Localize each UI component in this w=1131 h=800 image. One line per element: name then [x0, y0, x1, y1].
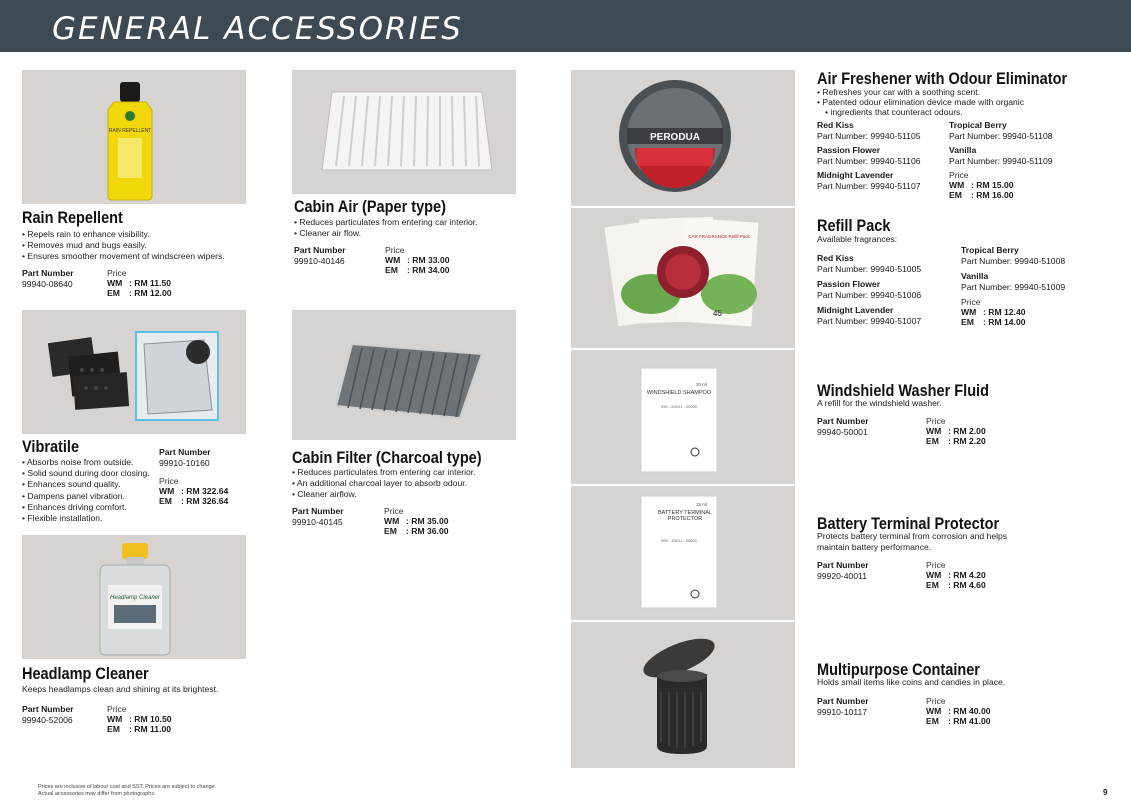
cabin-charcoal-features: [292, 467, 476, 501]
refill-pack-label: CAR FRAGRANCE Refill Pack: [688, 234, 750, 239]
cabin-paper-part-number: Part Number 99910-40146: [294, 245, 346, 266]
feature-item: • Absorbs noise from outside.: [22, 457, 150, 468]
headlamp-cleaner-title: Headlamp Cleaner: [22, 665, 149, 683]
washer-sachet-image: [571, 350, 795, 484]
feature-item: • Reduces particulates from entering car interior.: [294, 217, 478, 228]
charcoal-filter-image: [292, 310, 516, 440]
washer-sachet-size: 30 ml: [695, 382, 707, 387]
feature-item: • Ensures smoother movement of windscreen wipers.: [22, 251, 225, 262]
price-em: EM : RM 11.00: [107, 724, 172, 734]
feature-item: • Enhances driving comfort.: [22, 502, 150, 513]
headlamp-price: Price WM : RM 10.50 EM : RM 11.00: [107, 704, 172, 734]
feature-item: • Cleaner air flow.: [294, 228, 478, 239]
washer-sachet-label: WINDSHIELD SHAMPOO: [646, 390, 712, 396]
washer-fluid-desc: A refill for the windshield washer.: [817, 398, 942, 408]
battery-sachet-code: 999 - 40011 - 00000: [661, 538, 697, 543]
price-wm: WM : RM 322.64: [159, 486, 229, 496]
rain-repellent-photo: [22, 70, 246, 204]
feature-item: • Refreshes your car with a soothing scent.: [817, 87, 1024, 97]
battery-sachet-size: 15 ml: [695, 502, 707, 507]
price-wm: WM : RM 15.00: [949, 180, 1014, 190]
container-photo: [571, 622, 795, 768]
battery-part-number: Part Number 99920-40011: [817, 560, 869, 581]
feature-item: • Reduces particulates from entering car interior.: [292, 467, 476, 478]
price-wm: WM : RM 11.50: [107, 278, 172, 288]
price-wm: WM : RM 12.40: [961, 307, 1026, 317]
cabin-paper-price: Price WM : RM 33.00 EM : RM 34.00: [385, 245, 450, 275]
battery-protector-title: Battery Terminal Protector: [817, 515, 1000, 533]
washer-part-number: Part Number 99940-50001: [817, 416, 869, 437]
washer-price: Price WM : RM 2.00 EM : RM 2.20: [926, 416, 986, 446]
rain-part-number: Part Number 99940-08640: [22, 268, 74, 289]
cabin-charcoal-title: Cabin Filter (Charcoal type): [292, 449, 482, 467]
variant-item: Passion Flower Part Number: 99940-51106: [817, 145, 921, 166]
price-em: EM : RM 41.00: [926, 716, 991, 726]
headlamp-cleaner-photo: [22, 535, 246, 659]
price-em: EM : RM 12.00: [107, 288, 172, 298]
variant-item: Vanilla Part Number: 99940-51009: [961, 271, 1066, 292]
vibratile-photo: [22, 310, 246, 434]
variant-item: Tropical Berry Part Number: 99940-51108: [949, 120, 1053, 141]
page-number: 9: [1103, 788, 1108, 797]
headlamp-part-number: Part Number 99940-52006: [22, 704, 74, 725]
variant-item: Tropical Berry Part Number: 99940-51008: [961, 245, 1066, 266]
air-freshener-image: [571, 70, 795, 206]
variant-item: Red Kiss Part Number: 99940-51105: [817, 120, 921, 141]
washer-sachet-code: 999 - 50001 - 00000: [660, 404, 698, 409]
air-freshener-features: [817, 87, 1024, 117]
variant-item: Midnight Lavender Part Number: 99940-51107: [817, 170, 921, 191]
battery-protector-desc: Protects battery terminal from corrosion and helps maintain battery performance.: [817, 531, 1008, 553]
refill-pack-photo: [571, 208, 795, 348]
price-em: EM : RM 4.60: [926, 580, 986, 590]
price-wm: WM : RM 10.50: [107, 714, 172, 724]
refill-variants-left: [817, 253, 921, 326]
rain-price: Price WM : RM 11.50 EM : RM 12.00: [107, 268, 172, 298]
battery-sachet-image: [571, 486, 795, 620]
air-freshener-title: Air Freshener with Odour Eliminator: [817, 70, 1068, 88]
feature-item: • ingredients that counteract odours.: [817, 107, 1024, 117]
battery-sachet-label: BATTERY TERMINAL PROTECTOR: [658, 510, 712, 522]
price-em: EM : RM 326.64: [159, 496, 229, 506]
feature-item: • Repels rain to enhance visibility.: [22, 229, 225, 240]
freshener-variants-right: [949, 120, 1053, 200]
price-em: EM : RM 34.00: [385, 265, 450, 275]
perodua-logo-text: PERODUA: [649, 132, 701, 143]
container-desc: Holds small items like coins and candies in place.: [817, 677, 1006, 687]
rain-bottle-text: RAIN REPELLENT: [108, 128, 152, 134]
refill-pack-desc: Available fragrances:: [817, 234, 898, 244]
price-wm: WM : RM 33.00: [385, 255, 450, 265]
battery-price: Price WM : RM 4.20 EM : RM 4.60: [926, 560, 986, 590]
feature-item: • Cleaner airflow.: [292, 489, 476, 500]
vibratile-price: Price WM : RM 322.64 EM : RM 326.64: [159, 476, 229, 506]
vibratile-pads-image: [22, 310, 246, 434]
page-header: [0, 0, 1131, 52]
refill-pack-image: [571, 208, 795, 348]
washer-fluid-photo: [571, 350, 795, 484]
footnote: Prices are inclusive of labour cost and SST. Prices are subject to change. Actual accessories may differ from photographs.: [38, 784, 217, 797]
rain-repellent-features: [22, 229, 225, 263]
vibratile-features: [22, 457, 150, 524]
cabin-paper-photo: [292, 70, 516, 194]
feature-item: • Removes mud and bugs easily.: [22, 240, 225, 251]
freshener-price: Price WM : RM 15.00 EM : RM 16.00: [949, 170, 1053, 200]
price-wm: WM : RM 40.00: [926, 706, 991, 716]
cabin-charcoal-photo: [292, 310, 516, 440]
price-em: EM : RM 16.00: [949, 190, 1014, 200]
refill-pack-number: 45: [713, 309, 722, 318]
cabin-paper-title: Cabin Air (Paper type): [294, 198, 446, 216]
headlamp-cleaner-desc: Keeps headlamps clean and shining at its brightest.: [22, 684, 219, 694]
container-image: [571, 622, 795, 768]
price-wm: WM : RM 2.00: [926, 426, 986, 436]
battery-protector-photo: [571, 486, 795, 620]
feature-item: • An additional charcoal layer to absorb odour.: [292, 478, 476, 489]
refill-variants-right: [961, 245, 1065, 327]
price-em: EM : RM 36.00: [384, 526, 449, 536]
price-em: EM : RM 14.00: [961, 317, 1026, 327]
variant-item: Red Kiss Part Number: 99940-51005: [817, 253, 922, 274]
refill-price: Price WM : RM 12.40 EM : RM 14.00: [961, 297, 1065, 327]
container-title: Multipurpose Container: [817, 661, 980, 679]
paper-filter-image: [292, 70, 516, 194]
feature-item: • Enhances sound quality.: [22, 479, 150, 490]
page-title: GENERAL ACCESSORIES: [52, 11, 463, 47]
variant-item: Vanilla Part Number: 99940-51109: [949, 145, 1053, 166]
container-part-number: Part Number 99910-10117: [817, 696, 869, 717]
freshener-variants-left: [817, 120, 921, 191]
price-wm: WM : RM 35.00: [384, 516, 449, 526]
feature-item: • Flexible installation.: [22, 513, 150, 524]
price-em: EM : RM 2.20: [926, 436, 986, 446]
variant-item: Passion Flower Part Number: 99940-51006: [817, 279, 922, 300]
washer-fluid-title: Windshield Washer Fluid: [817, 382, 989, 400]
air-freshener-photo: [571, 70, 795, 206]
vibratile-title: Vibratile: [22, 438, 80, 456]
vibratile-part-number: Part Number 99910-10160: [159, 447, 211, 468]
feature-item: • Patented odour elimination device made with organic: [817, 97, 1024, 107]
feature-item: • Solid sound during door closing.: [22, 468, 150, 479]
price-wm: WM : RM 4.20: [926, 570, 986, 580]
rain-repellent-bottle-image: [22, 70, 246, 204]
cabin-paper-features: [294, 217, 478, 239]
headlamp-bottle-image: [22, 535, 246, 659]
rain-repellent-title: Rain Repellent: [22, 209, 123, 227]
container-price: Price WM : RM 40.00 EM : RM 41.00: [926, 696, 991, 726]
cabin-charcoal-price: Price WM : RM 35.00 EM : RM 36.00: [384, 506, 449, 536]
cabin-charcoal-part-number: Part Number 99910-40145: [292, 506, 344, 527]
variant-item: Midnight Lavender Part Number: 99940-51007: [817, 305, 922, 326]
refill-pack-title: Refill Pack: [817, 217, 891, 235]
headlamp-bottle-text: Headlamp Cleaner: [109, 595, 161, 601]
feature-item: • Dampens panel vibration.: [22, 491, 150, 502]
